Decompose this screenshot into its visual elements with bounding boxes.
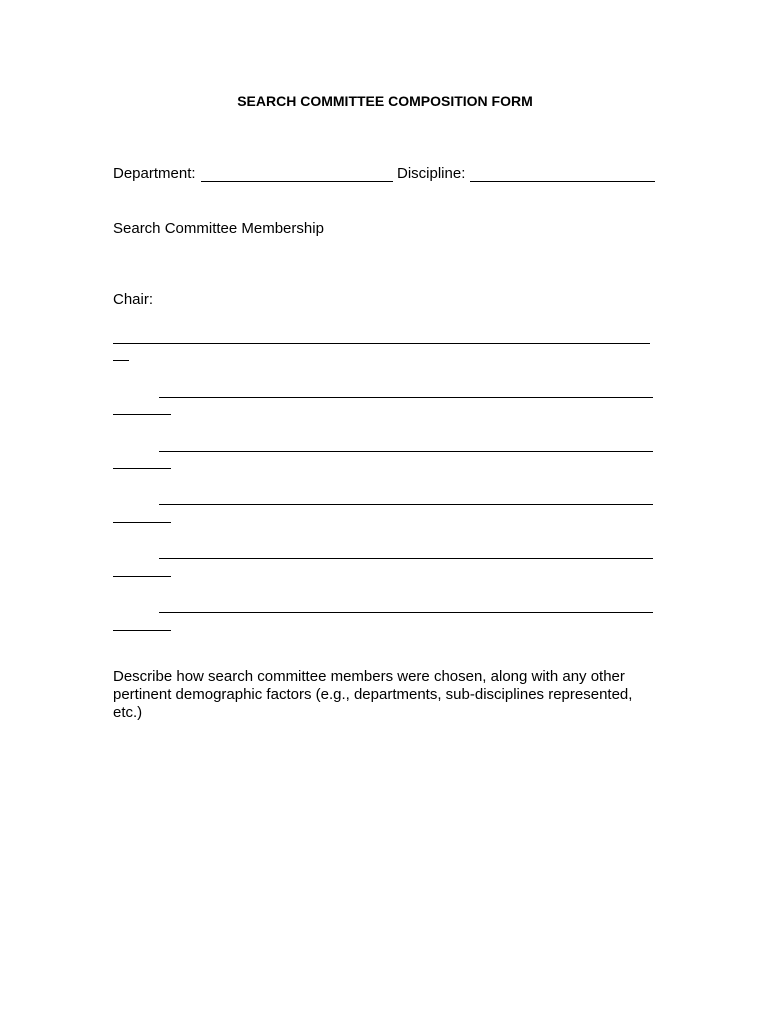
description-paragraph: Describe how search committee members were chosen, along with any other pertinent demographic factors (e.g., departments, sub-disciplines represented, etc.) bbox=[113, 668, 633, 721]
form-title: SEARCH COMMITTEE COMPOSITION FORM bbox=[237, 93, 533, 109]
member-field-5[interactable] bbox=[159, 612, 653, 613]
member-field-1[interactable] bbox=[159, 397, 653, 398]
member-field-3[interactable] bbox=[159, 504, 653, 505]
discipline-label: Discipline: bbox=[397, 165, 466, 182]
member-field-1-continuation bbox=[113, 414, 171, 415]
chair-field-continuation bbox=[113, 360, 129, 361]
member-field-4-continuation bbox=[113, 576, 171, 577]
membership-heading: Search Committee Membership bbox=[113, 220, 324, 237]
member-field-2-continuation bbox=[113, 468, 171, 469]
member-field-3-continuation bbox=[113, 522, 171, 523]
member-field-5-continuation bbox=[113, 630, 171, 631]
discipline-field[interactable] bbox=[470, 181, 655, 182]
department-field[interactable] bbox=[201, 181, 393, 182]
member-field-2[interactable] bbox=[159, 451, 653, 452]
chair-label: Chair: bbox=[113, 291, 154, 308]
department-label: Department: bbox=[113, 165, 196, 182]
member-field-4[interactable] bbox=[159, 558, 653, 559]
chair-field[interactable] bbox=[113, 343, 650, 344]
